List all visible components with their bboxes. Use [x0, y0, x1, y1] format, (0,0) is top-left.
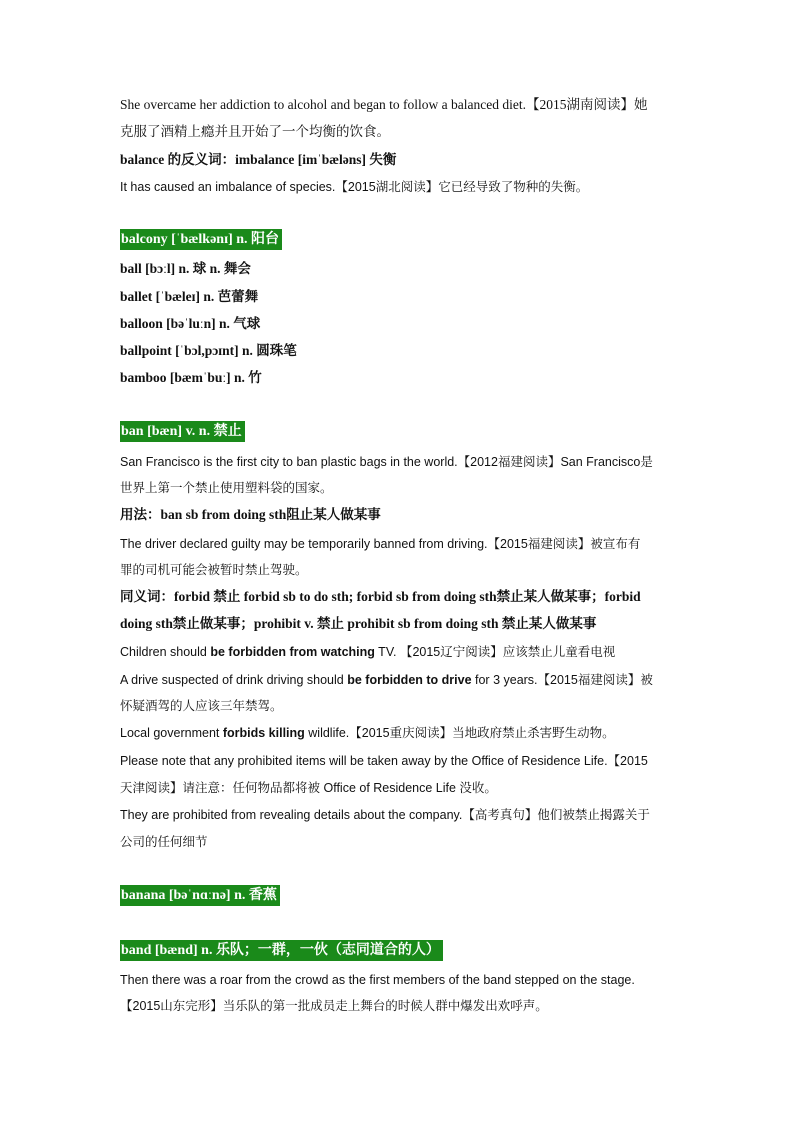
example-sentence: A drive suspected of drink driving should be forbidden to drive for 3 years.【2015福建阅读】被 — [120, 673, 653, 687]
example-sentence: Then there was a roar from the crowd as the first members of the band stepped on the stage. — [120, 973, 635, 987]
headword-banana: banana [bəˈnɑːnə] n. 香蕉 — [120, 885, 280, 906]
example-translation: 世界上第一个禁止使用塑料袋的国家。 — [120, 481, 333, 495]
word-entry: bamboo [bæmˈbuː] n. 竹 — [120, 370, 262, 385]
highlighted-phrase: forbids killing — [222, 726, 305, 740]
example-sentence: Please note that any prohibited items will be taken away by the Office of Residence Life.【2015 — [120, 754, 648, 768]
headword-balcony: balcony [ˈbælkənɪ] n. 阳台 — [120, 229, 282, 250]
example-sentence: Children should be forbidden from watching TV. 【2015辽宁阅读】应该禁止儿童看电视 — [120, 645, 616, 659]
antonym-note: balance 的反义词：imbalance [imˈbæləns] 失衡 — [120, 152, 397, 167]
usage-note: 用法：ban sb from doing sth阻止某人做某事 — [120, 507, 381, 522]
example-sentence: The driver declared guilty may be temporarily banned from driving.【2015福建阅读】被宣布有 — [120, 537, 641, 551]
example-translation: 罪的司机可能会被暂时禁止驾驶。 — [120, 563, 308, 577]
word-entry: ballet [ˈbæleɪ] n. 芭蕾舞 — [120, 289, 259, 304]
example-sentence: It has caused an imbalance of species.【2015湖北阅读】它已经导致了物种的失衡。 — [120, 180, 589, 194]
word-entry: ballpoint [ˈbɔl,pɔɪnt] n. 圆珠笔 — [120, 343, 297, 358]
example-sentence: Local government forbids killing wildlife.【2015重庆阅读】当地政府禁止杀害野生动物。 — [120, 726, 615, 740]
headword-band: band [bænd] n. 乐队；一群，一伙（志同道合的人） — [120, 940, 443, 961]
synonym-note: doing sth禁止做某事；prohibit v. 禁止 prohibit sb from doing sth 禁止某人做某事 — [120, 616, 597, 631]
highlighted-phrase: be forbidden to drive — [347, 673, 472, 687]
synonym-note: 同义词：forbid 禁止 forbid sb to do sth; forbid sb from doing sth禁止某人做某事；forbid — [120, 589, 641, 604]
example-translation: 克服了酒精上瘾并且开始了一个均衡的饮食。 — [120, 124, 390, 139]
example-translation: 天津阅读】请注意：任何物品都将被 Office of Residence Life 没收。 — [120, 781, 497, 795]
example-translation: 怀疑酒驾的人应该三年禁驾。 — [120, 699, 283, 713]
headword-ban: ban [bæn] v. n. 禁止 — [120, 421, 245, 442]
example-translation: 【2015山东完形】当乐队的第一批成员走上舞台的时候人群中爆发出欢呼声。 — [120, 999, 548, 1013]
word-entry: balloon [bəˈluːn] n. 气球 — [120, 316, 261, 331]
highlighted-phrase: be forbidden from watching — [210, 645, 375, 659]
word-entry: ball [bɔːl] n. 球 n. 舞会 — [120, 261, 251, 276]
example-sentence: She overcame her addiction to alcohol and began to follow a balanced diet.【2015湖南阅读】她 — [120, 97, 648, 112]
example-sentence: They are prohibited from revealing details about the company.【高考真句】他们被禁止揭露关于 — [120, 808, 650, 822]
example-sentence: San Francisco is the first city to ban plastic bags in the world.【2012福建阅读】San Francisco是 — [120, 455, 653, 469]
example-translation: 公司的任何细节 — [120, 835, 208, 849]
